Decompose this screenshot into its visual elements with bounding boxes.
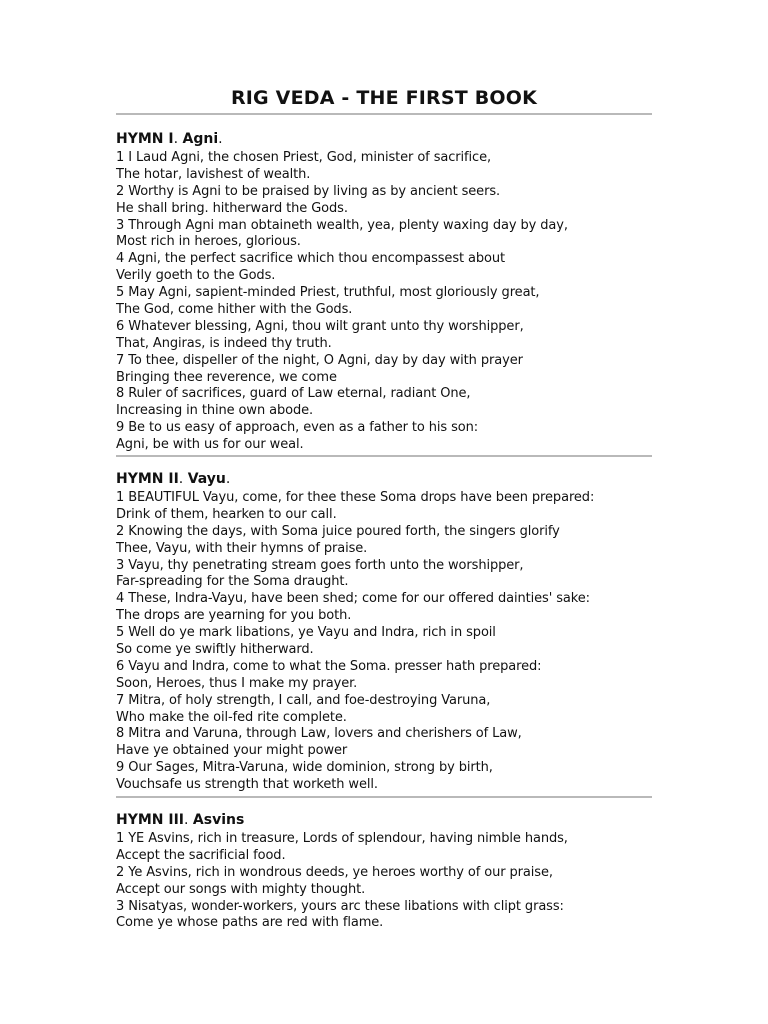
hymn-section-3 [116,811,652,932]
verse-line: That, Angiras, is indeed thy truth. [116,335,332,351]
hymn-section-2 [116,470,652,794]
hymn-verses [116,150,652,454]
verse-line: 1 BEAUTIFUL Vayu, come, for thee these Soma drops have been prepared: [116,490,595,505]
hymn-heading: HYMN II. Vayu. [116,471,231,487]
hymn-number: HYMN II [116,471,179,487]
verse-line: Who make the oil-fed rite complete. [116,709,347,725]
verse-line: 3 Through Agni man obtaineth wealth, yea, plenty waxing day by day, [116,217,568,233]
verse-line: 1 I Laud Agni, the chosen Priest, God, minister of sacrifice, [116,150,492,165]
hymn-name: Asvins [192,812,245,828]
hymn-name: Vayu [187,471,226,487]
verse-line: Accept our songs with mighty thought. [116,881,366,897]
verse-line: Thee, Vayu, with their hymns of praise. [116,540,368,556]
verse-line: 3 Nisatyas, wonder-workers, yours arc these libations with clipt grass: [116,898,564,914]
hymn-verses [116,831,652,932]
verse-line: 5 Well do ye mark libations, ye Vayu and Indra, rich in spoil [116,625,496,641]
hymn-divider [116,796,652,798]
verse-line: 6 Whatever blessing, Agni, thou wilt grant unto thy worshipper, [116,318,524,334]
hymn-heading: HYMN I. Agni. [116,131,223,147]
verse-line: Vouchsafe us strength that worketh well. [116,777,378,793]
hymn-number: HYMN III [116,812,185,828]
verse-line: Increasing in thine own abode. [116,403,314,419]
verse-line: Bringing thee reverence, we come [116,369,337,385]
verse-line: 1 YE Asvins, rich in treasure, Lords of splendour, having nimble hands, [116,831,568,846]
hymn-section-1 [116,130,652,454]
hymn-heading-suffix: . [218,131,223,147]
verse-line: 9 Be to us easy of approach, even as a father to his son: [116,420,479,436]
verse-line: Have ye obtained your might power [116,743,348,759]
verse-line: 8 Ruler of sacrifices, guard of Law eternal, radiant One, [116,386,471,402]
verse-line: 9 Our Sages, Mitra-Varuna, wide dominion, strong by birth, [116,760,493,776]
verse-line: 6 Vayu and Indra, come to what the Soma. presser hath prepared: [116,658,542,674]
hymn-number: HYMN I [116,131,174,147]
verse-line: Soon, Heroes, thus I make my prayer. [116,675,358,691]
verse-line: 8 Mitra and Varuna, through Law, lovers and cherishers of Law, [116,726,522,742]
hymn-divider [116,455,652,457]
verse-line: The hotar, lavishest of wealth. [116,166,311,182]
verse-line: The God, come hither with the Gods. [116,302,353,318]
verse-line: So come ye swiftly hitherward. [116,642,314,658]
verse-line: 2 Worthy is Agni to be praised by living as by ancient seers. [116,183,501,199]
hymn-heading-suffix: . [225,471,231,487]
verse-line: 4 These, Indra-Vayu, have been shed; come for our offered dainties' sake: [116,591,590,607]
verse-line: 4 Agni, the perfect sacrifice which thou encompassest about [116,251,506,267]
verse-line: 7 To thee, dispeller of the night, O Agni, day by day with prayer [116,352,523,368]
verse-line: The drops are yearning for you both. [116,608,352,624]
verse-line: 2 Ye Asvins, rich in wondrous deeds, ye heroes worthy of our praise, [116,864,553,880]
title-divider [116,113,652,115]
page-title: RIG VEDA - THE FIRST BOOK [230,87,538,109]
verse-line: He shall bring. hitherward the Gods. [116,200,348,216]
verse-line: Most rich in heroes, glorious. [116,234,301,250]
verse-line: Agni, be with us for our weal. [116,437,304,453]
verse-line: Come ye whose paths are red with flame. [116,915,384,931]
hymn-heading: HYMN III. Asvins [116,812,245,828]
hymn-verses [116,490,652,794]
verse-line: 5 May Agni, sapient-minded Priest, truthful, most gloriously great, [116,285,540,301]
verse-line: 7 Mitra, of holy strength, I call, and foe-destroying Varuna, [116,692,491,708]
verse-line: Drink of them, hearken to our call. [116,506,337,522]
verse-line: Far-spreading for the Soma draught. [116,574,349,590]
verse-line: Accept the sacrificial food. [116,847,286,863]
hymn-name: Agni [182,131,219,147]
verse-line: 2 Knowing the days, with Soma juice poured forth, the singers glorify [116,523,560,539]
verse-line: Verily goeth to the Gods. [116,268,276,284]
verse-line: 3 Vayu, thy penetrating stream goes forth unto the worshipper, [116,557,524,573]
